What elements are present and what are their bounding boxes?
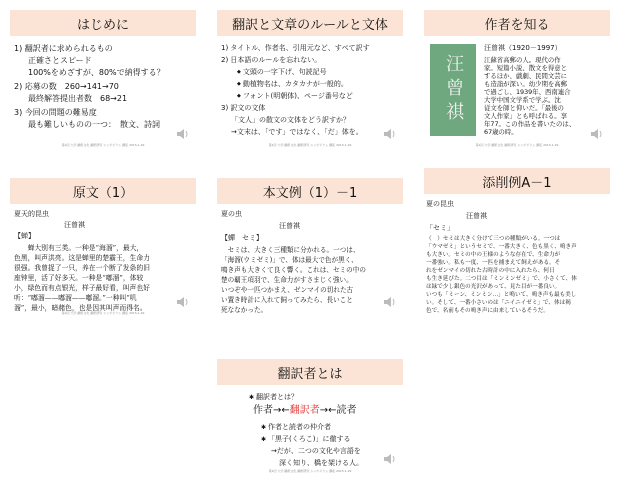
translation-text-line: いつぞや一匹つかまえ、ゼンマイの切れた古	[221, 286, 354, 294]
slide-introduction[interactable]	[2, 2, 204, 154]
speaker-icon[interactable]	[176, 296, 190, 308]
speaker-icon[interactable]	[383, 128, 397, 140]
text-heading: 【蟬 セミ】	[221, 234, 263, 242]
original-text-line: 很强。我曾捉了一只，养在一个断了发条的旧	[14, 264, 150, 272]
corrected-text-line: いつも「ミーン、ミンミン…」と鳴いて、鳴き声も最も美し	[426, 292, 577, 298]
slide-title: 添削例A－1	[424, 168, 610, 194]
corrected-text-line: も生き延びた。二つ目は「ミンミンゼミ」で、小さくて、体	[426, 276, 577, 282]
slide-what-is-translator[interactable]	[209, 325, 411, 475]
original-text-line: 座钟里，活了好多天。一种是“嘟溜”，体较	[14, 274, 144, 282]
text-subtitle: 夏天的昆虫	[14, 210, 49, 218]
slide-text-line: ◆ 文頭の一字下げ、句読記号	[237, 68, 327, 77]
text-heading: 【蝉】	[14, 232, 35, 240]
author-bio-line: 従文を師と仰いだ。「最後の	[484, 104, 564, 112]
corrected-text-line: い。そして、一番小さいのは「ニイニイゼミ」で、体は褐	[426, 300, 571, 306]
corrected-text-line: は緑で少し銀色の光沢があって、見た目が一番良い。	[426, 284, 561, 290]
speaker-icon[interactable]	[383, 453, 397, 465]
text-author: 汪曾祺	[279, 222, 300, 230]
original-text-line: 色黑，叫声洪亮。这是蝉里的楚霸王，生命力	[14, 254, 150, 262]
corrected-text-line: も大きい。セミの中の王様のような存在で、生命力が	[426, 252, 561, 258]
slide-text-line: 3) 訳文の文体	[221, 104, 266, 112]
corrected-text-line: れをゼンマイの切れた古時計の中に入れたら、何日	[426, 268, 555, 274]
slide-text-line: →だが、二つの文化や言語を	[271, 447, 361, 455]
slide-text-line: 深く知り、橋を架ける人。	[279, 459, 363, 467]
slide-translation-rules[interactable]	[209, 2, 411, 154]
text-author: 汪曾祺	[64, 221, 85, 229]
author-bio-line: も造詣が深い。幼少期を高郵	[484, 80, 568, 88]
slide-text-line: ✱ 「黒子(くろこ)」に徹する	[261, 435, 351, 444]
slide-text-line: 100%をめざすが、80%で納得する？	[28, 68, 165, 77]
author-bio-line: 年77。この作品を書いたのは、	[484, 120, 576, 128]
slide-footer: 第1回 大学 翻訳文化 翻訳研究 シンポジウム 講座 2015.1.29	[61, 143, 145, 147]
translation-text-line: 楚の覇王項羽で、生命力がすさまじく強い。	[221, 276, 353, 284]
slide-text-line: ◆ フォント(明朝体)、ページ番号など	[237, 92, 353, 101]
original-text-line: 小，绿色而有点银光，样子最好看，叫声也好	[14, 284, 150, 292]
author-bio-line: で過ごし、1939年、西南連合	[484, 88, 571, 96]
author-name: 汪曾祺（1920－1997）	[484, 44, 562, 52]
slide-title: 翻訳者とは	[217, 359, 403, 385]
translation-text-line: セミは、大きく三種類に分かれる。一つは、	[221, 246, 360, 254]
slide-text-line: 正確さとスピード	[28, 56, 92, 65]
original-text-line: 溜”，最小，暗赭色，也是因其叫声而得名。	[14, 304, 147, 312]
text-author: 汪曾祺	[466, 212, 487, 220]
slide-text-line: ✱ 作者と読者の仲介者	[261, 423, 331, 432]
translation-text-line: 死ななかった。	[221, 306, 268, 314]
slide-footer: 第1回 大学 翻訳文化 翻訳研究 シンポジウム 講座 2015.1.29	[268, 143, 352, 147]
slide-text-line: 最も難しいものの一つ： 散文、詩詞	[28, 120, 160, 129]
corrected-text-line: 一番強い。私も一度、一匹を捕まえて飼えがある。そ	[426, 260, 561, 266]
flow-author: 作者→←	[253, 405, 290, 416]
author-bio-line: 江蘇省高郵の人。現代の作	[484, 56, 561, 64]
original-text-line: 蝉大别有三类。一种是“海溜”，最大，	[14, 244, 144, 252]
slide-title: 原文（1）	[10, 178, 196, 204]
slide-text-line: ✱ 翻訳者とは？	[249, 393, 298, 402]
slide-correction-example[interactable]	[416, 160, 618, 322]
corrected-text-line: （ ）セミは大きく分けて三つの種類がいる。一つは	[426, 236, 561, 242]
text-heading: 「セミ」	[426, 224, 454, 232]
slide-title: 本文例（1）－1	[217, 178, 403, 204]
slide-translation-example[interactable]	[209, 170, 411, 322]
slide-text-line: 2) 日本語のルールを忘れない。	[221, 56, 322, 64]
author-bio-line: 67歳の時。	[484, 128, 518, 136]
slide-text-line: ◆ 動植物名は、カタカナが一般的。	[237, 80, 348, 89]
text-subtitle: 夏の虫	[221, 210, 242, 218]
slide-text-line: →文末は、「です」ではなく、「だ」体を。	[231, 128, 363, 136]
translation-text-line: 鳴き声も大きくて良く響く。これは、セミの中の	[221, 266, 366, 274]
slide-text-line: 「文人」の散文の文体をどう訳すか？	[231, 116, 350, 124]
slide-know-the-author[interactable]	[416, 2, 618, 154]
slide-title: 作者を知る	[424, 10, 610, 36]
slide-text-line: 1) 翻訳者に求められるもの	[14, 44, 113, 53]
author-bio-line: するほか、戯劇、民間文芸に	[484, 72, 568, 80]
flow-translator: 翻訳者	[289, 405, 320, 416]
speaker-icon[interactable]	[590, 128, 604, 140]
author-bio-line: 大学中国文学系で学ぶ。沈	[484, 96, 561, 104]
text-subtitle: 夏の昆虫	[426, 200, 454, 208]
slide-footer: 第1回 大学 翻訳文化 翻訳研究 シンポジウム 講座 2015.1.29	[268, 469, 352, 473]
speaker-icon[interactable]	[383, 296, 397, 308]
slide-footer: 第1回 大学 翻訳文化 翻訳研究 シンポジウム 講座 2015.1.29	[61, 311, 145, 315]
slide-text-line: 3) 今回の問題の難易度	[14, 108, 97, 117]
translation-text-line: い置き時計に入れて飼ってみたら、長いこと	[221, 296, 353, 304]
slide-original-text[interactable]	[2, 170, 204, 322]
translator-flow	[253, 405, 357, 417]
slide-text-line: 1) タイトル、作者名、引用元など、すべて訳す	[221, 44, 370, 52]
original-text-line: 听：“嘟溜——嘟溜——嘟溜。”一种叫“叽	[14, 294, 137, 302]
slide-title: はじめに	[10, 10, 196, 36]
author-bio-line: 家。短篇小説、散文を得意と	[484, 64, 568, 72]
speaker-icon[interactable]	[176, 128, 190, 140]
translation-text-line: 「海溜(ウミゼミ)」で、体は最大で色が黒く、	[221, 256, 358, 264]
corrected-text-line: 色で、名前もその鳴き声に由来しているそうだ。	[426, 308, 549, 314]
portrait-calligraphy: 汪曾祺	[443, 54, 464, 126]
slide-footer: 第1回 大学 翻訳文化 翻訳研究 シンポジウム 講座 2015.1.29	[475, 143, 559, 147]
slide-title: 翻訳と文章のルールと文体	[217, 10, 403, 36]
slide-text-line: 2) 応募の数 260→141→70	[14, 82, 119, 91]
author-bio-line: 文人作家」とも呼ばれる。享	[484, 112, 568, 120]
corrected-text-line: 「ウマゼミ」というセミで、一番大きく、色も黒く、鳴き声	[426, 244, 577, 250]
slide-text-line: 最終解答提出者数 68→21	[28, 94, 128, 103]
author-portrait	[430, 44, 476, 136]
flow-reader: →←読者	[319, 405, 357, 416]
